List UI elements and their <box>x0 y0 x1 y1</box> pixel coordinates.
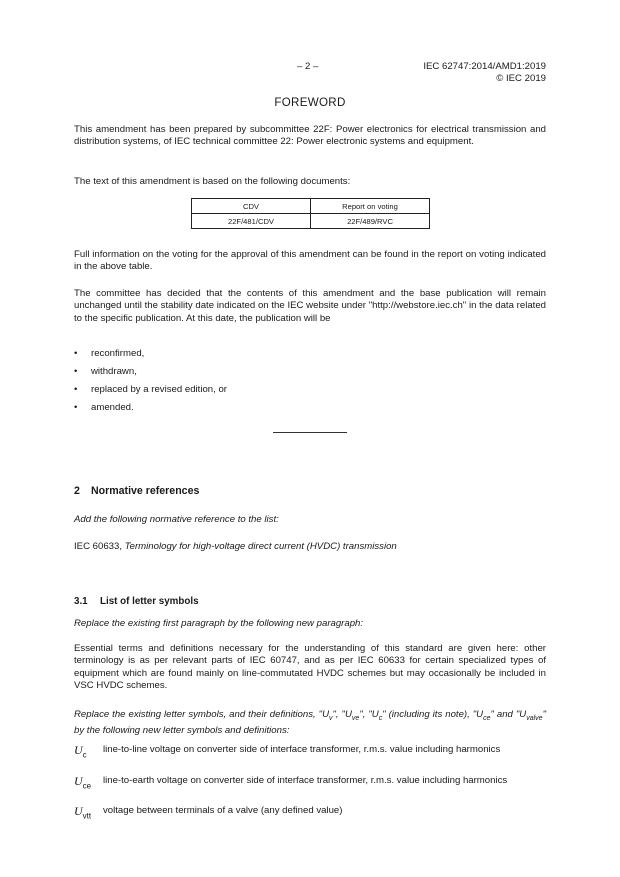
section-3-1-instruction-2: Replace the existing letter symbols, and their definitions, "$U_v$", "$U_{ve}$", "$U_c$" (including its note), "$U_{ce}$" and "$U_{valve}$" by the following new letter symbols and definitions: <box>74 709 546 737</box>
table-header-cdv: CDV <box>192 199 311 214</box>
bullet-icon: • <box>74 384 78 395</box>
reference-id: IEC 60633, <box>74 541 125 552</box>
table-cell-cdv: 22F/481/CDV <box>192 214 311 229</box>
symbol-uvtt-definition: voltage between terminals of a valve (any defined value) <box>103 805 343 816</box>
list-item: • withdrawn, <box>74 366 137 377</box>
document-id: IEC 62747:2014/AMD1:2019 <box>423 61 546 72</box>
symbol-uce: $U_{ce}$ <box>74 774 92 791</box>
section-3-1-heading <box>74 596 199 607</box>
bullet-icon: • <box>74 348 78 359</box>
page-number: – 2 – <box>297 61 319 72</box>
reference-title: Terminology for high-voltage direct current (HVDC) transmission <box>124 541 397 552</box>
section-3-1-number: 3.1 <box>74 596 88 607</box>
list-item: • amended. <box>74 402 134 413</box>
section-3-1-title: List of letter symbols <box>100 596 199 607</box>
list-item: • reconfirmed, <box>74 348 145 359</box>
copyright: © IEC 2019 <box>496 73 546 84</box>
bullet-icon: • <box>74 402 78 413</box>
table-row <box>192 214 430 229</box>
section-2-instruction: Add the following normative reference to the list: <box>74 514 279 525</box>
section-2-title: Normative references <box>91 485 200 497</box>
foreword-paragraph-2: The text of this amendment is based on the following documents: <box>74 176 351 187</box>
list-item: • replaced by a revised edition, or <box>74 384 227 395</box>
section-2-heading <box>74 485 199 497</box>
table-cell-rvc: 22F/489/RVC <box>311 214 430 229</box>
symbol-uvtt: $U_{vtt}$ <box>74 804 92 821</box>
section-3-1-instruction-1: Replace the existing first paragraph by the following new paragraph: <box>74 618 364 629</box>
foreword-paragraph-4: The committee has decided that the contents of this amendment and the base publication will remain unchanged until the stability date indicated on the IEC website under "http://webstore.iec.ch" in the data related to the specific publication. At this date, the publication will be <box>74 288 546 324</box>
table-header-row <box>192 199 430 214</box>
bullet-icon: • <box>74 366 78 377</box>
foreword-paragraph-3: Full information on the voting for the approval of this amendment can be found in the report on voting indicated in the above table. <box>74 249 546 273</box>
normative-reference <box>74 541 546 553</box>
foreword-paragraph-1: This amendment has been prepared by subcommittee 22F: Power electronics for electrical transmission and distribution systems, of IEC technical committee 22: Power electronic systems and equipment. <box>74 124 546 148</box>
voting-documents-table <box>191 198 430 229</box>
symbol-uc-definition: line-to-line voltage on converter side of interface transformer, r.m.s. value including harmonics <box>103 744 501 755</box>
symbol-uc: $U_c$ <box>74 743 87 760</box>
section-divider <box>273 432 347 433</box>
table-header-report: Report on voting <box>311 199 430 214</box>
section-2-number: 2 <box>74 485 80 497</box>
symbol-uce-definition: line-to-earth voltage on converter side of interface transformer, r.m.s. value including harmonics <box>103 775 508 786</box>
foreword-title: FOREWORD <box>274 96 346 109</box>
section-3-1-paragraph: Essential terms and definitions necessary for the understanding of this standard are given here: other terminology is as per relevant parts of IEC 60747, and as per IEC 60633 for certain specialized types of equipment which are found mainly on line-commutated HVDC schemes but may occasionally be included in VSC HVDC schemes. <box>74 643 546 692</box>
